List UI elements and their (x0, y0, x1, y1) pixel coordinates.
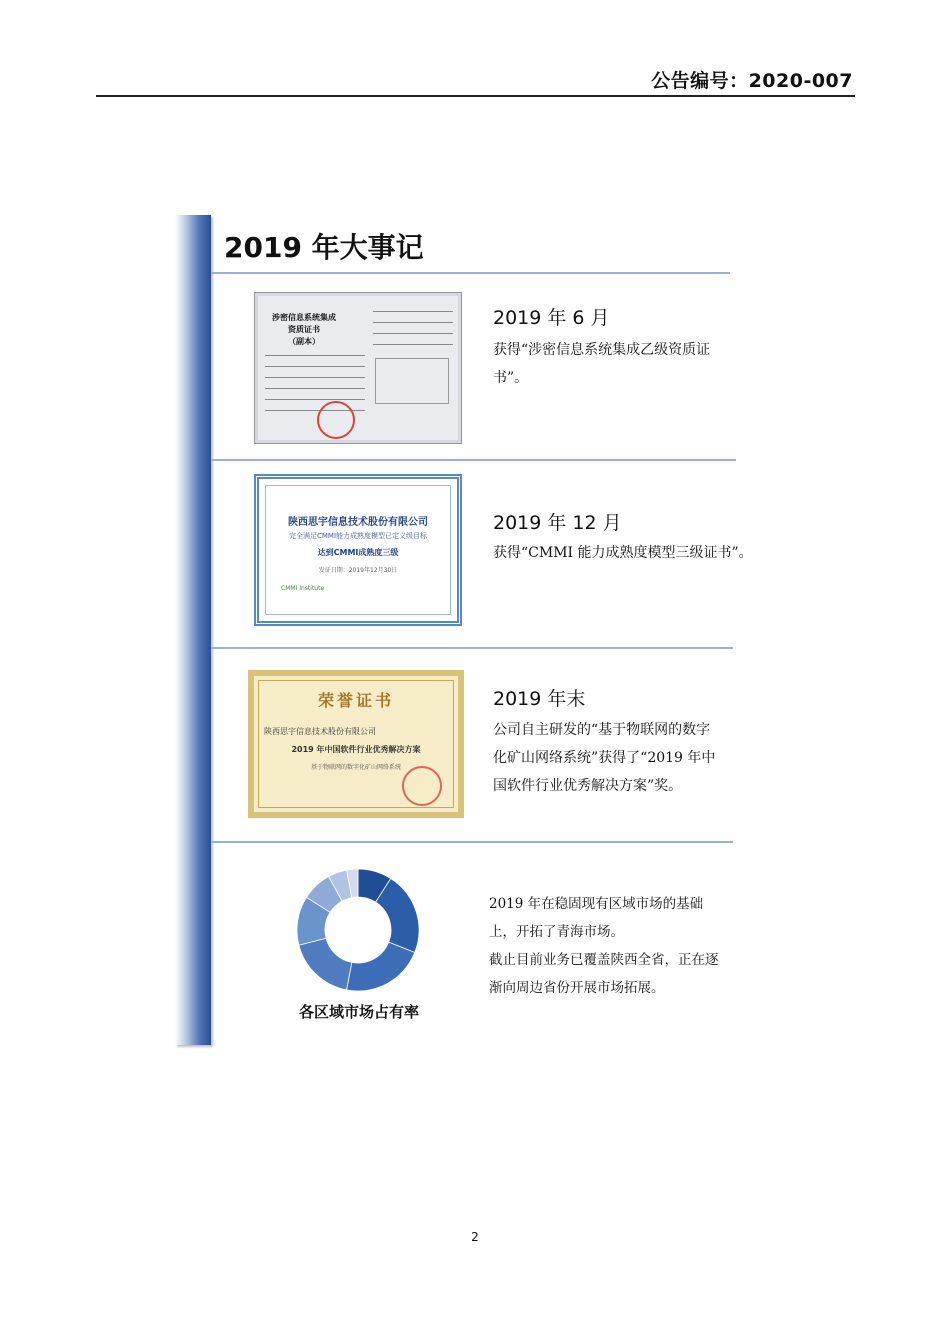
cert-line: 达到CMMI成熟度三级 (317, 548, 399, 557)
cert-title-line: 资质证书 (288, 324, 320, 334)
red-seal-icon (402, 766, 442, 806)
separator (211, 647, 733, 649)
cmmi-logo: CMMI Institute (281, 585, 325, 592)
cert-title-line: 涉密信息系统集成 (272, 312, 336, 322)
event-description: 获得“CMMI 能力成熟度模型三级证书”。 (493, 545, 753, 561)
cert-company: 陕西思宇信息技术股份有限公司 (288, 517, 428, 528)
cert-line: 基于物联网的数字化矿山网络系统 (310, 764, 401, 771)
donut-slice-2 (347, 942, 415, 991)
event-date: 2019 年 6 月 (493, 307, 610, 329)
market-share-donut-chart (296, 868, 420, 992)
certificate-image-cmmi (254, 474, 462, 626)
event-date: 2019 年末 (493, 688, 586, 710)
header-text: 公告编号：2020-007 (651, 70, 853, 92)
page-number: 2 (471, 1230, 479, 1244)
sidebar-bar (175, 215, 211, 1045)
cert-line: 完全满足CMMI能力成熟度模型已定义级目标 (288, 532, 428, 540)
section-title: 2019 年大事记 (224, 231, 424, 264)
separator (211, 459, 736, 461)
certificate-image-honor (248, 670, 464, 818)
cert-line: 发证日期：2019年12月30日 (318, 567, 398, 574)
certificate-image-classified (254, 292, 462, 444)
cert-title: 荣誉证书 (317, 691, 394, 710)
separator (211, 272, 730, 274)
donut-slice-3 (299, 938, 352, 990)
chart-label: 各区域市场占有率 (298, 1003, 419, 1021)
event-description: 公司自主研发的“基于物联网的数字 化矿山网络系统”获得了“2019 年中 国软件行业优秀解决方案”奖。 (493, 722, 716, 794)
separator (211, 841, 733, 843)
header-rule (96, 95, 855, 97)
cert-company: 陕西思宇信息技术股份有限公司 (264, 727, 376, 736)
cert-title-line: （副本） (288, 336, 320, 346)
event-date: 2019 年 12 月 (493, 512, 622, 534)
market-description: 2019 年在稳固现有区域市场的基础上，开拓了青海市场。 截止目前业务已覆盖陕西全省，正在逐渐向周边省份开展市场拓展。 (489, 896, 719, 996)
cert-line: 2019 年中国软件行业优秀解决方案 (291, 745, 421, 754)
event-description: 获得“涉密信息系统集成乙级资质证 书”。 (493, 342, 711, 386)
red-seal-icon (317, 401, 355, 439)
